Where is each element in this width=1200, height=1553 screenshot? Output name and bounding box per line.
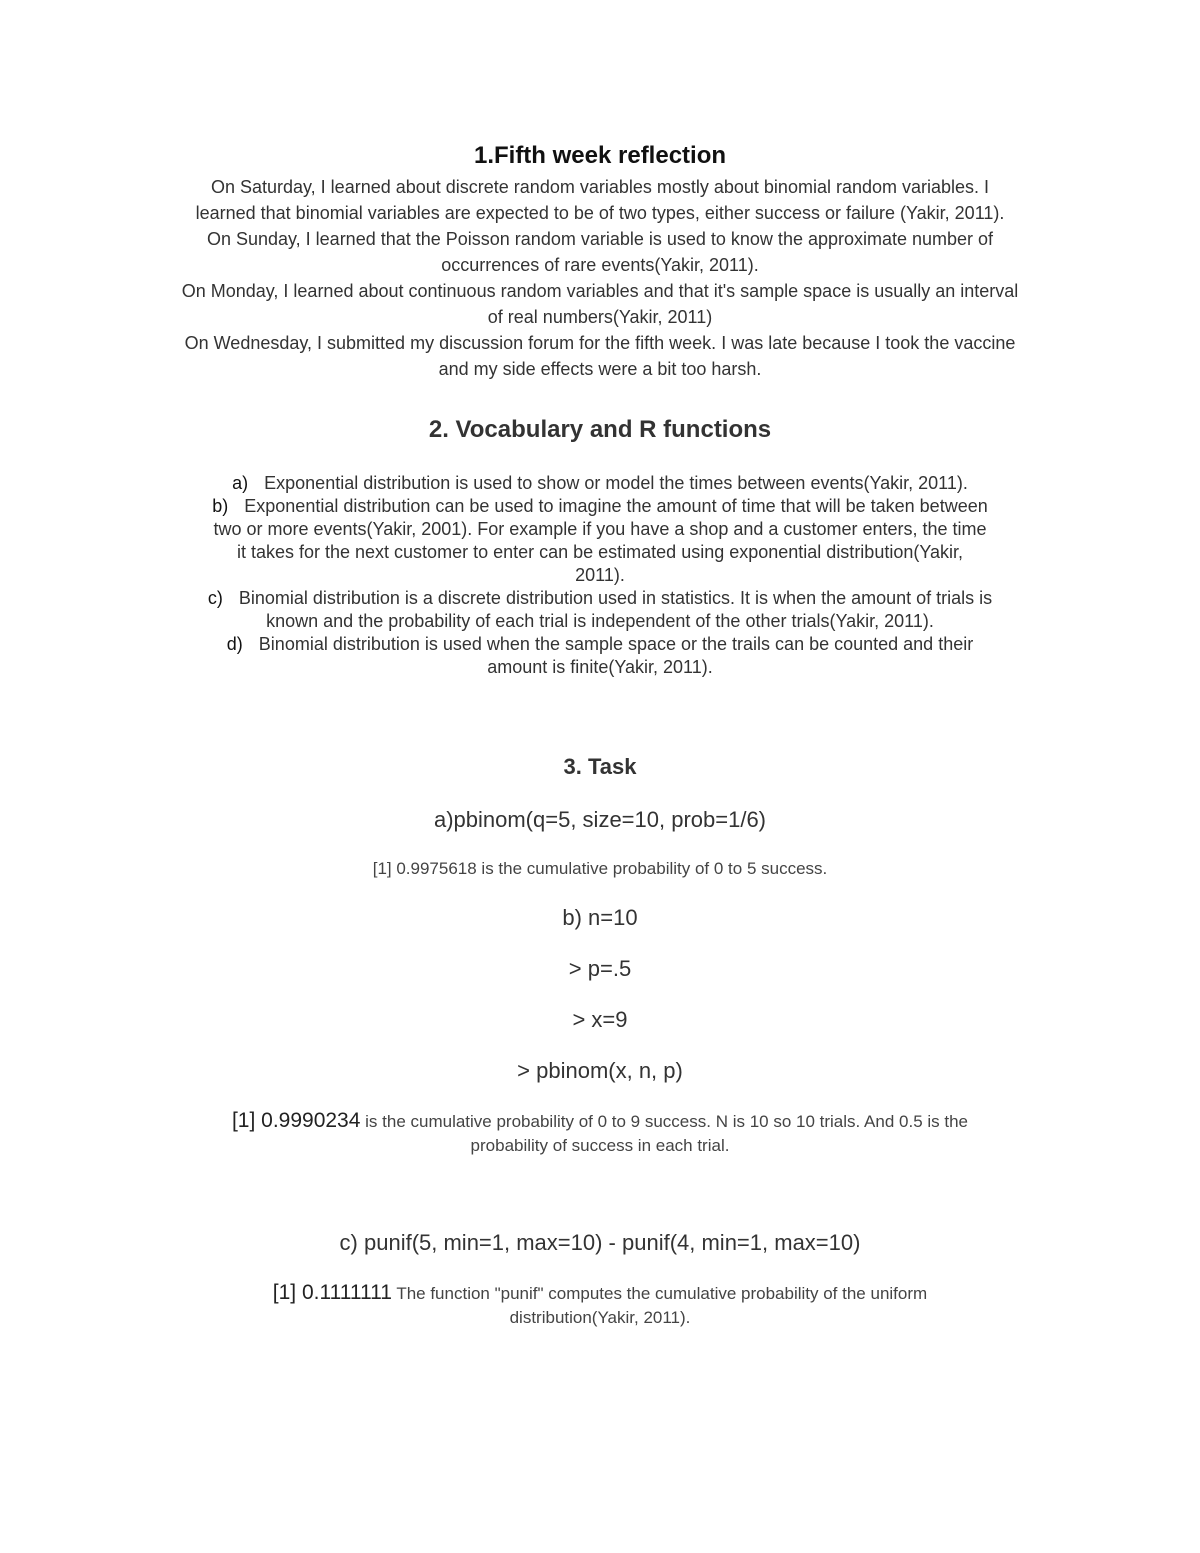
list-item bbox=[190, 472, 1010, 495]
result-value: [1] 0.9975618 bbox=[372, 859, 477, 878]
task-a-result bbox=[0, 857, 1200, 881]
list-item bbox=[170, 633, 1030, 679]
list-letter: b) bbox=[212, 496, 229, 516]
list-text: two or more events(Yakir, 2001). For example if you have a shop and a customer enters, the time bbox=[213, 519, 987, 539]
reflection-line: On Sunday, I learned that the Poisson random variable is used to know the approximate number of bbox=[206, 229, 994, 249]
task-b-result bbox=[0, 1109, 1200, 1158]
task-b-line: > p=.5 bbox=[568, 956, 632, 981]
section3-title: 3. Task bbox=[563, 754, 637, 779]
section1-reflection bbox=[0, 174, 1200, 382]
task-b-line: b) n=10 bbox=[562, 905, 638, 930]
list-text: Binomial distribution is used when the sample space or the trails can be counted and their bbox=[258, 634, 974, 654]
list-text: Exponential distribution is used to show or model the times between events(Yakir, 2011). bbox=[264, 473, 968, 493]
reflection-line: and my side effects were a bit too harsh. bbox=[438, 359, 762, 379]
list-item bbox=[150, 587, 1050, 633]
result-text: distribution(Yakir, 2011). bbox=[509, 1308, 691, 1327]
result-text: The function "punif" computes the cumulative probability of the uniform bbox=[391, 1284, 928, 1303]
list-letter: d) bbox=[226, 634, 243, 654]
result-value: [1] 0.1111111 bbox=[272, 1281, 392, 1304]
task-b-line: > x=9 bbox=[572, 1007, 628, 1032]
list-text: Exponential distribution can be used to imagine the amount of time that will be taken between bbox=[244, 496, 988, 516]
list-text: known and the probability of each trial is independent of the other trials(Yakir, 2011). bbox=[266, 611, 934, 631]
reflection-line: On Wednesday, I submitted my discussion forum for the fifth week. I was late because I took the vaccine bbox=[184, 333, 1016, 353]
vocabulary-list bbox=[0, 472, 1200, 679]
list-item bbox=[170, 495, 1030, 587]
result-text: is the cumulative probability of 0 to 9 success. N is 10 so 10 trials. And 0.5 is the bbox=[360, 1112, 969, 1131]
list-letter: c) bbox=[207, 588, 223, 608]
list-letter: a) bbox=[232, 473, 249, 493]
reflection-line: occurrences of rare events(Yakir, 2011). bbox=[441, 255, 759, 275]
reflection-line: On Monday, I learned about continuous random variables and that it's sample space is usually an interval bbox=[181, 281, 1019, 301]
section1-title: 1.Fifth week reflection bbox=[473, 142, 727, 169]
task-b-line: > pbinom(x, n, p) bbox=[517, 1058, 683, 1083]
task-c-result bbox=[0, 1281, 1200, 1330]
list-text: 2011). bbox=[575, 565, 625, 585]
section2-title: 2. Vocabulary and R functions bbox=[428, 416, 772, 443]
list-text: Binomial distribution is a discrete distribution used in statistics. It is when the amount of trials is bbox=[238, 588, 993, 608]
reflection-line: learned that binomial variables are expected to be of two types, either success or failure (Yakir, 2011). bbox=[195, 203, 1005, 223]
reflection-line: of real numbers(Yakir, 2011) bbox=[487, 307, 713, 327]
result-value: [1] 0.9990234 bbox=[231, 1109, 361, 1132]
list-text: it takes for the next customer to enter can be estimated using exponential distribution(Yakir, bbox=[236, 542, 964, 562]
result-text: probability of success in each trial. bbox=[470, 1136, 730, 1155]
task-a-code: a)pbinom(q=5, size=10, prob=1/6) bbox=[433, 807, 767, 832]
reflection-line: On Saturday, I learned about discrete random variables mostly about binomial random variables. I bbox=[210, 177, 990, 197]
task-c-code: c) punif(5, min=1, max=10) - punif(4, min=1, max=10) bbox=[339, 1230, 861, 1255]
result-text: is the cumulative probability of 0 to 5 success. bbox=[476, 859, 828, 878]
list-text: amount is finite(Yakir, 2011). bbox=[487, 657, 713, 677]
